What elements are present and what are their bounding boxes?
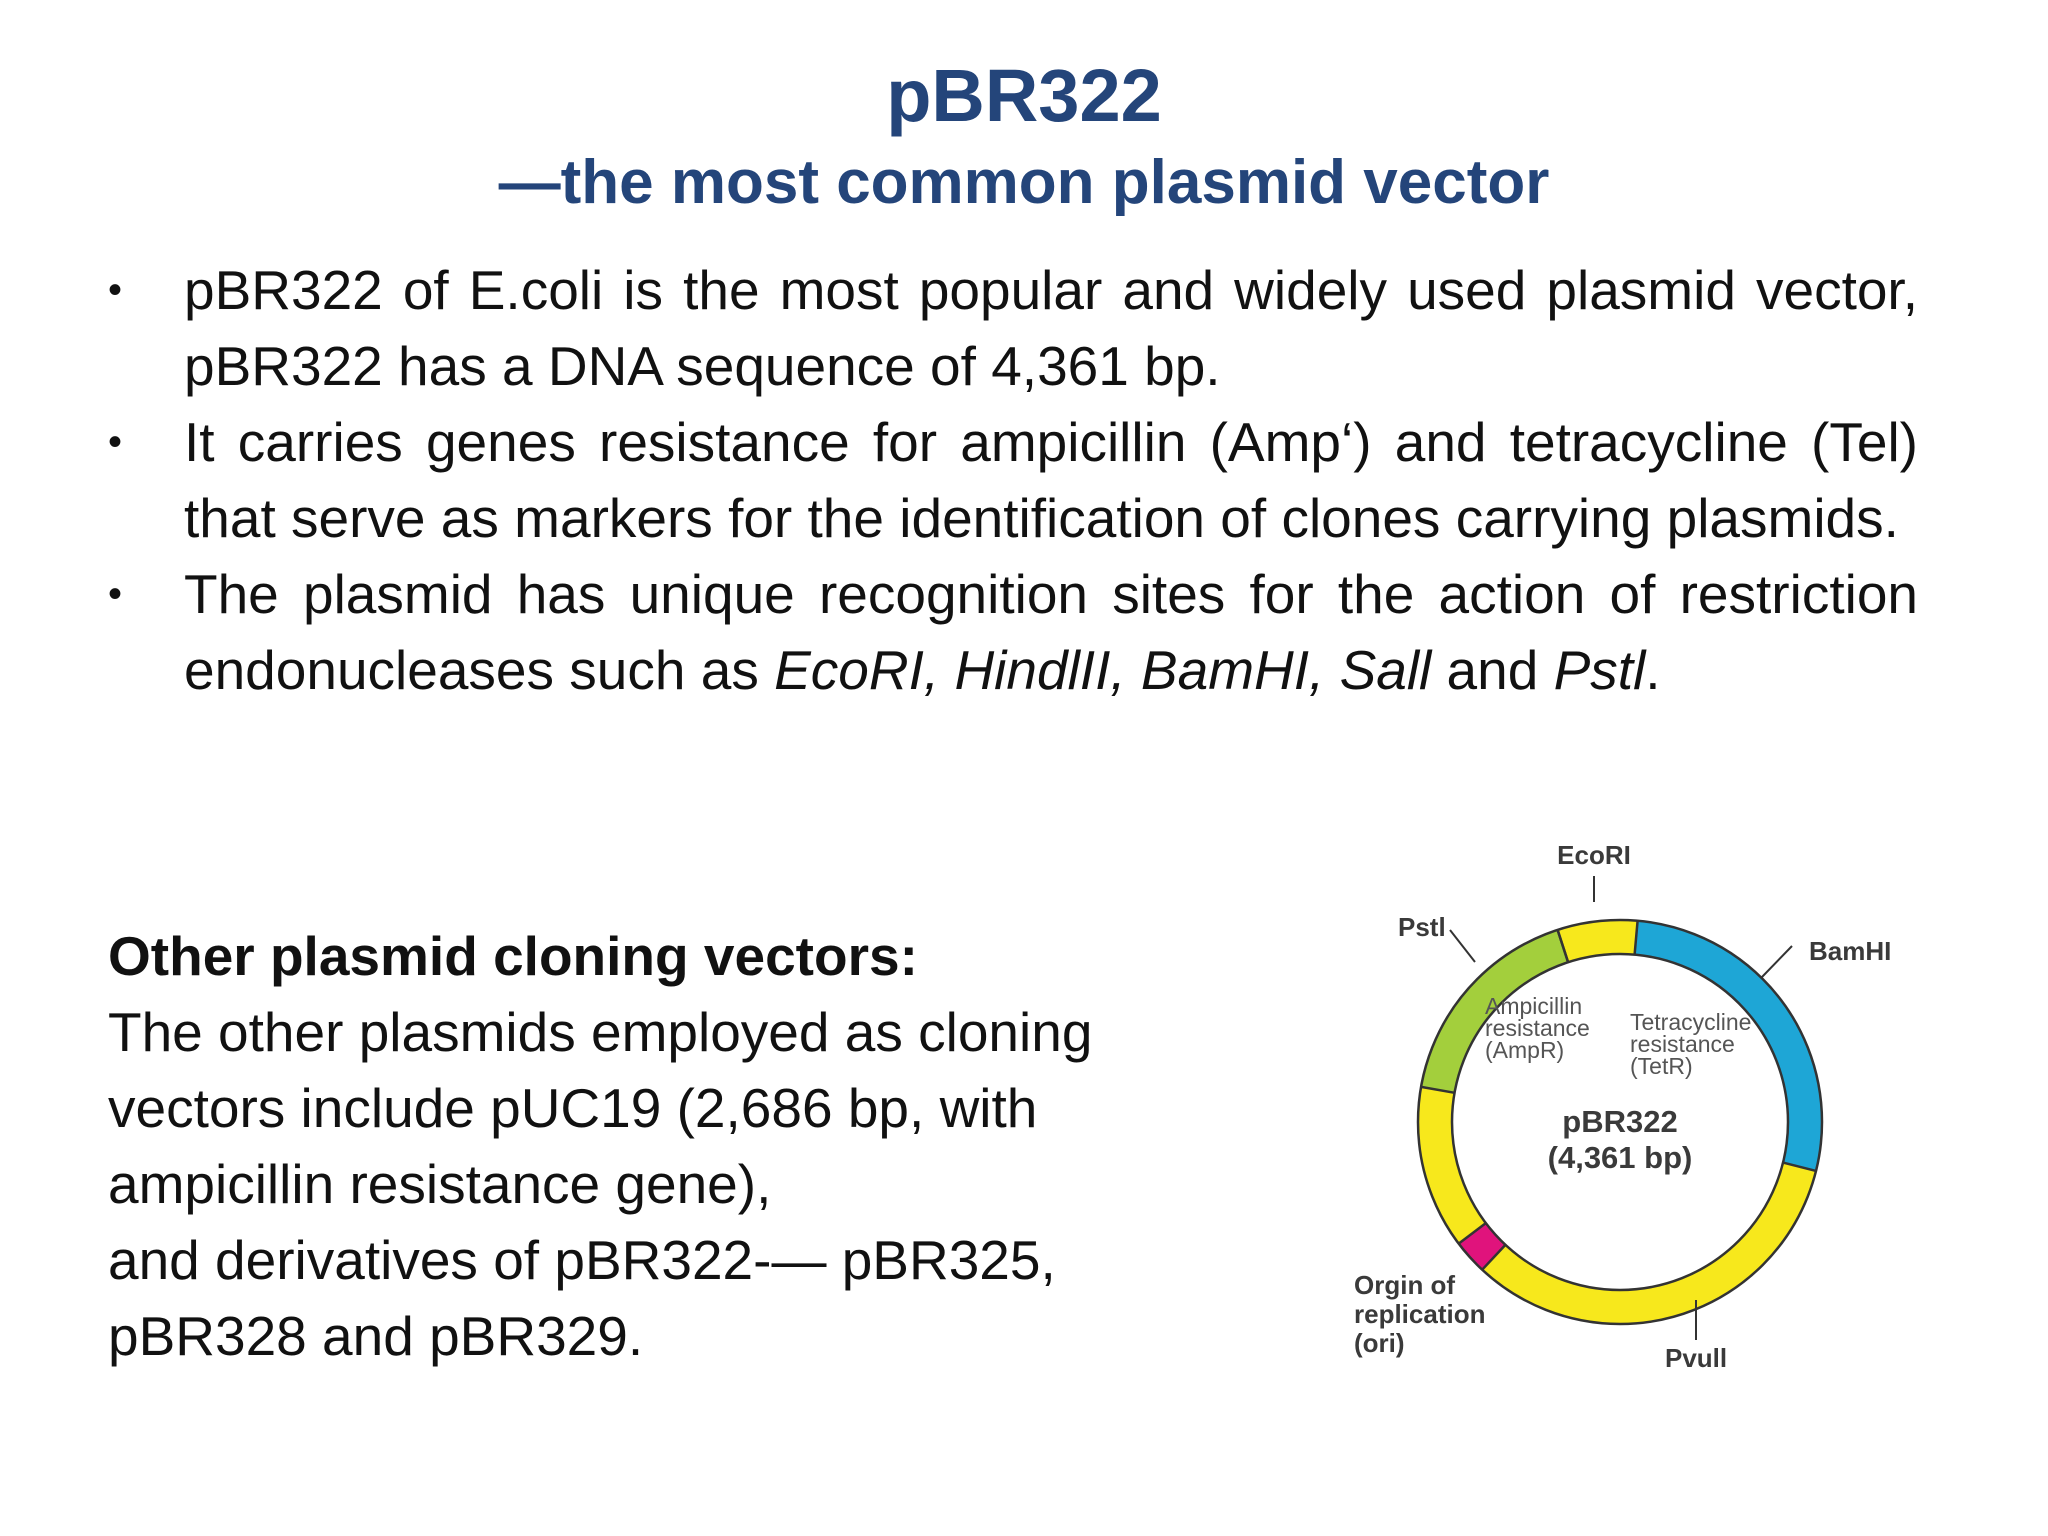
amp-label-line: resistance [1485, 1015, 1590, 1041]
tet-label-line: resistance [1630, 1031, 1735, 1057]
amp-label-line: (AmpR) [1485, 1037, 1565, 1063]
bullet-dot-icon: • [108, 420, 123, 464]
and-word: and [1431, 639, 1554, 701]
ecori-label: EcoRI [1557, 840, 1631, 870]
plasmid-name: pBR322 [1562, 1104, 1678, 1139]
bamhi-label: BamHI [1809, 936, 1892, 966]
ecori-segment [1563, 937, 1636, 946]
sentence-end: . [1645, 639, 1661, 701]
other-vectors-line: pBR328 and pBR329. [108, 1305, 644, 1367]
ori-label-line: Orgin of [1354, 1270, 1456, 1300]
bullet-dot-icon: • [108, 268, 123, 312]
other-vectors-section [108, 918, 1208, 1374]
tet-label-line: (TetR) [1630, 1053, 1693, 1079]
ori-label-line: (ori) [1354, 1328, 1405, 1358]
pstl-tick [1450, 930, 1475, 962]
pvull-label: Pvull [1665, 1343, 1728, 1373]
bullet-item-1 [108, 252, 1918, 404]
backbone-segment [1435, 1090, 1472, 1233]
other-vectors-line: The other plasmids employed as cloning [108, 1001, 1093, 1063]
plasmid-size: (4,361 bp) [1547, 1140, 1693, 1175]
bullet-item-3 [108, 556, 1918, 708]
bullet-item-2 [108, 404, 1918, 556]
bamhi-tick [1762, 946, 1792, 977]
tet-label-line: Tetracycline [1630, 1009, 1752, 1035]
other-vectors-line: vectors include pUC19 (2,686 bp, with [108, 1077, 1038, 1139]
enzyme-pstl: Pstl [1553, 639, 1646, 701]
bullet-text: It carries genes resistance for ampicillin (Amp‘) and tetracycline (Tel) that serve as markers for the identification of clones carrying plasmids. [184, 411, 1918, 549]
other-vectors-line: and derivatives of pBR322-— pBR325, [108, 1229, 1056, 1291]
bullet-text: The plasmid has unique recognition sites for the action of restriction endonucleases such as [184, 563, 1918, 701]
ori-label-line: replication [1354, 1299, 1486, 1329]
amp-label-line: Ampicillin [1485, 993, 1583, 1019]
other-vectors-heading: Other plasmid cloning vectors: [108, 925, 918, 987]
slide-subtitle: —the most common plasmid vector [498, 148, 1550, 217]
bullet-dot-icon: • [108, 572, 123, 616]
enzyme-list: EcoRI, HindlII, BamHI, Sall [774, 639, 1432, 701]
ori-segment [1472, 1233, 1494, 1257]
backbone-segment [1494, 1167, 1800, 1307]
plasmid-map-diagram [1320, 820, 1940, 1380]
bullet-text: pBR322 of E.coli is the most popular and widely used plasmid vector, pBR322 has a DNA sequence of 4,361 bp. [184, 259, 1918, 397]
other-vectors-line: ampicillin resistance gene), [108, 1153, 772, 1215]
bullet-list [108, 252, 1918, 708]
pstl-label: Pstl [1398, 912, 1446, 942]
slide-title: pBR322 [886, 54, 1162, 137]
